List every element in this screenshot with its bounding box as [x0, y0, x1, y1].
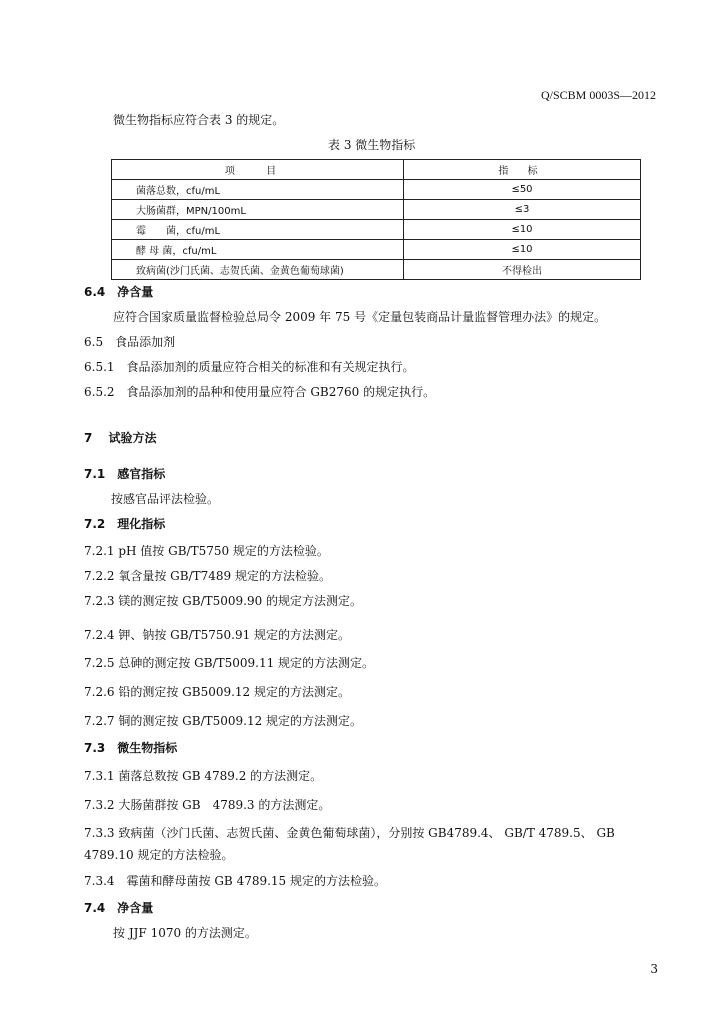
table-cell-value: ≤3 — [404, 200, 641, 220]
table-cell-item: 酵 母 菌，cfu/mL — [112, 240, 404, 260]
section-7-1-heading: 7.1 感官指标 — [84, 467, 166, 481]
section-7-1-text: 按感官品评法检验。 — [111, 492, 220, 506]
section-7-2-7-text: 7.2.7 铜的测定按 GB/T5009.12 规定的方法测定。 — [84, 714, 363, 728]
table-cell-item: 致病菌(沙门氏菌、志贺氏菌、金黄色葡萄球菌) — [112, 260, 404, 280]
section-7-2-6-text: 7.2.6 铅的测定按 GB5009.12 规定的方法测定。 — [84, 685, 351, 699]
section-7-2-2-text: 7.2.2 氧含量按 GB/T7489 规定的方法检验。 — [84, 569, 331, 583]
section-7-4-text: 按 JJF 1070 的方法测定。 — [113, 926, 257, 940]
table-cell-value: ≤10 — [404, 220, 641, 240]
section-7-2-4-text: 7.2.4 钾、钠按 GB/T5750.91 规定的方法测定。 — [84, 628, 351, 642]
section-6-5-1-text: 6.5.1 食品添加剂的质量应符合相关的标准和有关规定执行。 — [84, 360, 415, 374]
intro-text: 微生物指标应符合表 3 的规定。 — [113, 113, 285, 127]
section-7-3-3-text: 7.3.3 致病菌（沙门氏菌、志贺氏菌、金黄色葡萄球菌），分别按 GB4789.4、 GB/T 4789.5、 GB 4789.10 规定的方法检验。 — [84, 826, 615, 862]
table-header-row — [112, 160, 641, 180]
section-7-4-heading: 7.4 净含量 — [84, 901, 154, 915]
table-row — [112, 240, 641, 260]
document-code: Q/SCBM 0003S—2012 — [540, 88, 656, 102]
page-number: 3 — [650, 962, 658, 976]
table-row — [112, 220, 641, 240]
section-7-3-1-text: 7.3.1 菌落总数按 GB 4789.2 的方法测定。 — [84, 769, 323, 783]
section-7-3-4-text: 7.3.4 霉菌和酵母菌按 GB 4789.15 规定的方法检验。 — [84, 874, 387, 888]
table-row — [112, 260, 641, 280]
table-row — [112, 200, 641, 220]
table-cell-value: 不得检出 — [404, 260, 641, 280]
section-7-2-5-text: 7.2.5 总砷的测定按 GB/T5009.11 规定的方法测定。 — [84, 656, 375, 670]
section-6-4-heading: 6.4 净含量 — [84, 285, 154, 299]
table-cell-value: ≤10 — [404, 240, 641, 260]
section-7-3-heading: 7.3 微生物指标 — [84, 741, 178, 755]
section-6-5-2-text: 6.5.2 食品添加剂的品种和使用量应符合 GB2760 的规定执行。 — [84, 385, 436, 399]
section-7-3-2-text: 7.3.2 大肠菌群按 GB 4789.3 的方法测定。 — [84, 798, 331, 812]
table-cell-value: ≤50 — [404, 180, 641, 200]
section-7-2-heading: 7.2 理化指标 — [84, 517, 166, 531]
table-header-value: 指 标 — [404, 160, 641, 180]
table-cell-item: 大肠菌群，MPN/100mL — [112, 200, 404, 220]
section-6-5-heading: 6.5 食品添加剂 — [84, 335, 176, 349]
table-caption: 表 3 微生物指标 — [328, 138, 416, 152]
section-7-heading: 7 试验方法 — [84, 431, 157, 445]
table-cell-item: 菌落总数，cfu/mL — [112, 180, 404, 200]
table-cell-item: 霉 菌，cfu/mL — [112, 220, 404, 240]
microbial-indicator-table — [111, 159, 641, 280]
section-7-2-3-text: 7.2.3 镁的测定按 GB/T5009.90 的规定方法测定。 — [84, 594, 363, 608]
section-7-2-1-text: 7.2.1 pH 值按 GB/T5750 规定的方法检验。 — [84, 544, 329, 558]
table-header-item: 项 目 — [112, 160, 404, 180]
table-row — [112, 180, 641, 200]
section-6-4-text: 应符合国家质量监督检验总局令 2009 年 75 号《定量包装商品计量监督管理办法》的规定。 — [113, 310, 607, 324]
